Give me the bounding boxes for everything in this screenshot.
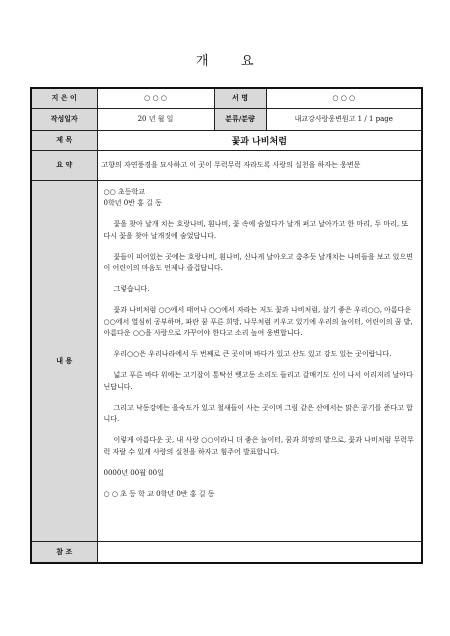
content-paragraph: 우리○○은 우리나라에서 두 번째로 큰 곳이며 바다가 있고 산도 있고 강도 있는 곳이랍니다. bbox=[113, 350, 392, 358]
content-student: 0학년 0반 홍 길 동 bbox=[103, 199, 162, 207]
summary-value[interactable]: 고향의 자연풍경을 묘사하고 이 곳이 무럭무럭 자라도록 사랑의 실천을 하자는 웅변문 bbox=[97, 150, 422, 180]
author-label: 지 은 이 bbox=[31, 88, 97, 108]
content-paragraph: 꽃과 나비처럼 ○○에서 태어나 ○○에서 자라는 저도 꽃과 나비처럼, 살기 좋은 우리○○, 아름다운 ○○에서 열심히 공부하며, 파란 꿈 푸른 희망, 나무처럼 키우고 있기에 우리의 놀이터, 어린이의 꿈 밭, 아름다운 ○○을 사랑으로 가꾸어야 한다고 소리 높여 웅변합니다. bbox=[103, 306, 413, 337]
content-paragraph: 꽃을 찾아 날개 치는 호랑나비, 흰나비, 꽃 속에 숨었다가 날개 펴고 날아가고 한 마리, 두 마리, 또 다시 꽃을 찾아 날개짓에 숨었답니다. bbox=[103, 220, 409, 240]
row-summary bbox=[31, 150, 422, 180]
content-paragraph: 꽃들이 피어있는 곳에는 호랑나비, 흰나비, 신나게 날아오고 춤추듯 날개치는 나비들을 보고 있으면 이 어린이의 마음도 언제나 즐겁답니다. bbox=[103, 252, 413, 272]
content-body[interactable] bbox=[97, 180, 422, 541]
summary-label: 요 약 bbox=[31, 150, 97, 180]
subject-value[interactable]: 꽃과 나비처럼 bbox=[97, 130, 422, 150]
signature-value[interactable]: ○ ○ ○ bbox=[266, 88, 422, 108]
content-paragraph: 넓고 푸른 바다 위에는 고기잡이 통탁선 뱃고동 소리도 들리고 갈매기도 신이 나서 이리저리 날아다닌답니다. bbox=[103, 371, 413, 391]
row-author bbox=[31, 88, 422, 108]
reference-label: 참 조 bbox=[31, 541, 97, 563]
author-value[interactable]: ○ ○ ○ bbox=[97, 88, 214, 108]
content-paragraph: 그리고 낙동강에는 을숙도가 있고 철새들이 사는 곳이며 그림 같은 산에서는 맑은 공기를 준다고 합니다. bbox=[103, 403, 413, 423]
classification-value[interactable]: 내교강사랑웅변원고 1 / 1 page bbox=[266, 108, 422, 130]
subject-label: 제 목 bbox=[31, 130, 97, 150]
classification-label: 분류/분량 bbox=[214, 108, 266, 130]
content-paragraph: 이렇게 아름다운 곳, 내 사랑 ○○이라니 더 좋은 놀이터, 꿈과 희망의 밭으로, 꽃과 나비처럼 무럭무럭 자랄 수 있게 사랑의 실천을 하자고 힘주어 발표합니다. bbox=[103, 436, 414, 456]
document-title bbox=[0, 50, 450, 69]
row-content bbox=[31, 180, 422, 541]
signature-label: 서 명 bbox=[214, 88, 266, 108]
content-signature-line: ○ ○ 초 등 학 교 0학년 0반 홍 길 동 bbox=[103, 489, 215, 498]
outline-form-table bbox=[30, 87, 423, 564]
content-date-line: 0000년 00월 00일 bbox=[103, 468, 164, 477]
date-label: 작성일자 bbox=[31, 108, 97, 130]
document-title-char-2: 요 bbox=[241, 54, 255, 69]
date-value[interactable]: 20 년 월 일 bbox=[97, 108, 214, 130]
reference-value[interactable] bbox=[97, 541, 422, 563]
content-paragraph: 그렇습니다. bbox=[113, 285, 150, 293]
row-subject bbox=[31, 130, 422, 150]
row-date bbox=[31, 108, 422, 130]
content-school: ○○ 초등학교 bbox=[103, 187, 145, 196]
row-reference bbox=[31, 541, 422, 563]
content-label: 내 용 bbox=[31, 180, 97, 541]
document-title-char-1: 개 bbox=[195, 54, 209, 69]
